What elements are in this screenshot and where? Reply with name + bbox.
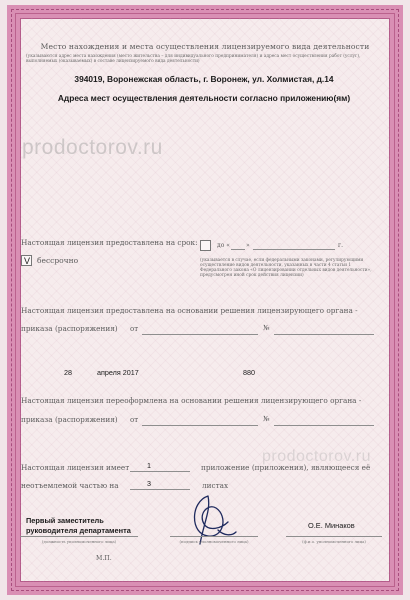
position-caption: (должность уполномоченного лица) (41, 539, 117, 544)
option-until: до « (217, 242, 230, 249)
watermark-text: prodoctorov.ru (22, 136, 163, 159)
stamp-place: М.П. (96, 555, 112, 562)
signature-caption: (подпись уполномоченного лица) (179, 539, 249, 544)
term-label: Настоящая лицензия предоставлена на срок: (21, 238, 198, 247)
term-note-4: предусмотрен иной срок действия лицензии) (200, 273, 304, 278)
address-note: Адреса мест осуществления деятельности согласно приложению(ям) (57, 93, 351, 103)
signer-position-1: Первый заместитель (26, 516, 104, 525)
annex-has-label: Настоящая лицензия имеет (21, 463, 130, 472)
checkbox-mark: V (24, 256, 31, 266)
basis-month-year: апреля 2017 (97, 368, 139, 377)
annex-sheets-count: 3 (147, 479, 151, 488)
header-subtitle-2: выполняемых (оказываемых) в составе лицензируемого вида деятельности) (26, 59, 200, 64)
basis-line-2: приказа (распоряжения) (21, 324, 118, 333)
annex-count: 1 (147, 461, 151, 470)
header-subtitle-1: (указываются адрес места нахождения (место жительства – для индивидуального предпринимателя) и адреса мест осуществления работ (услуг), (26, 54, 361, 59)
reissue-from: от (130, 416, 139, 424)
basis-from: от (130, 325, 139, 333)
annex-sheets-label: листах (202, 481, 229, 490)
option-unlimited: бессрочно (37, 256, 79, 265)
unlimited-checkbox (21, 255, 32, 266)
address-text: 394019, Воронежская область, г. Воронеж, ул. Холмистая, д.14 (74, 74, 334, 84)
term-note-1: (указывается в случае, если федеральными законами, регулирующими (200, 258, 364, 263)
watermark-text-secondary: prodoctorov.ru (262, 448, 371, 465)
annex-label: приложение (приложения), являющееся её (201, 463, 371, 472)
term-note-3: Федерального закона «О лицензировании отдельных видов деятельности», (200, 268, 372, 273)
annex-integral-label: неотъемлемой частью на (21, 481, 119, 490)
basis-number-sign: № (263, 324, 270, 332)
reissue-number-sign: № (263, 415, 270, 423)
name-caption: (ф.и.о. уполномоченного лица) (302, 539, 366, 544)
term-note-2: осуществление видов деятельности, указанных в части 4 статьи 1 (200, 263, 352, 268)
basis-line-1: Настоящая лицензия предоставлена на основании решения лицензирующего органа - (21, 306, 358, 315)
reissue-line-2: приказа (распоряжения) (21, 415, 118, 424)
signer-name: О.Е. Минаков (308, 521, 355, 530)
reissue-line-1: Настоящая лицензия переоформлена на основании решения лицензирующего органа - (21, 396, 362, 405)
header-title: Место нахождения и места осуществления лицензируемого вида деятельности (40, 42, 370, 51)
basis-day: 28 (64, 368, 72, 377)
basis-number: 880 (243, 368, 255, 377)
year-suffix: г. (338, 242, 344, 249)
signer-position-2: руководителя департамента (26, 526, 131, 535)
quote-close: » (246, 242, 250, 249)
until-checkbox (200, 240, 211, 251)
document-body (20, 18, 390, 582)
